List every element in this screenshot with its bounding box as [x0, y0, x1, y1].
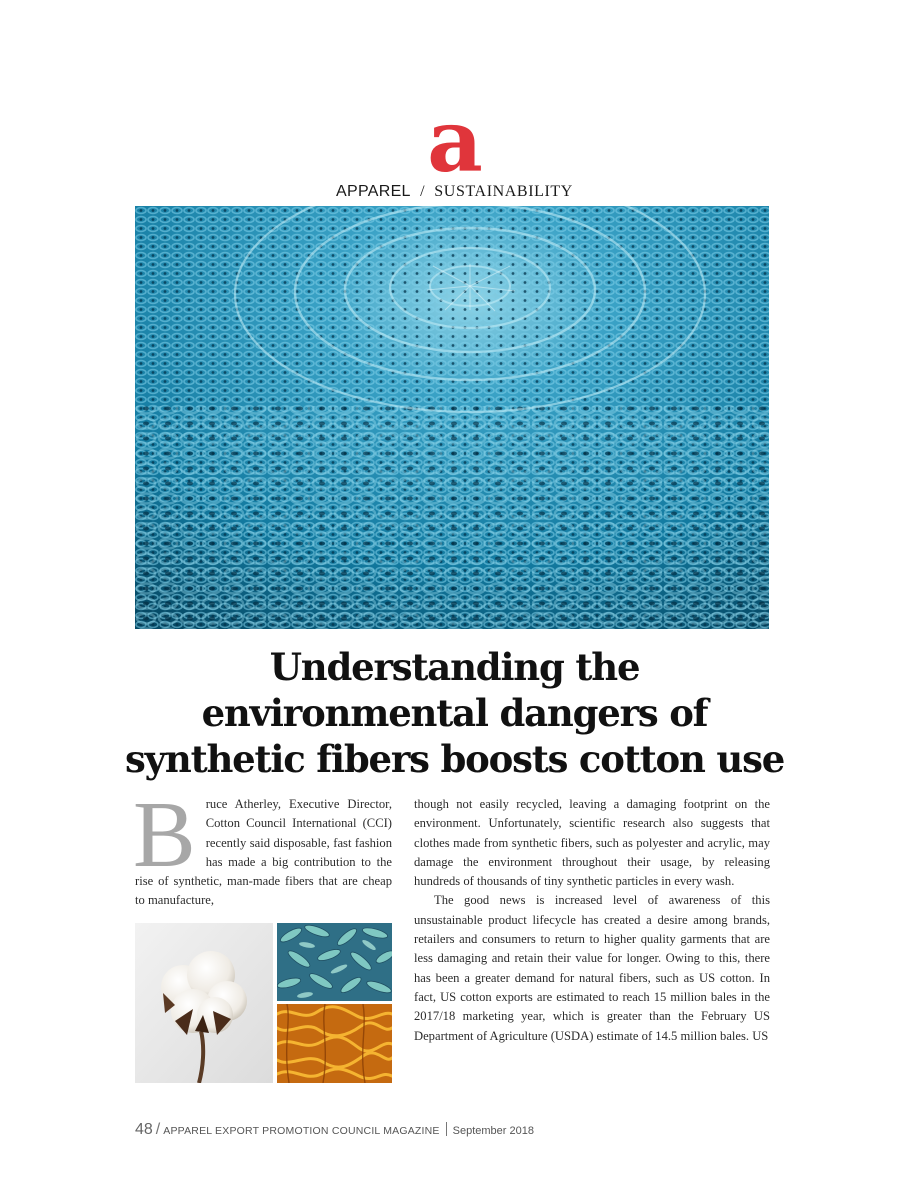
magazine-logo — [420, 105, 490, 177]
synthetic-fiber-micrograph-blue — [277, 923, 392, 1001]
headline-line-2: environmental dangers of — [201, 691, 708, 735]
cotton-fiber-micrograph-orange — [277, 1004, 392, 1083]
hero-fabric-image — [135, 206, 769, 629]
section-separator: / — [420, 183, 425, 200]
section-label: APPAREL — [336, 183, 411, 200]
footer-divider — [446, 1122, 447, 1136]
footer-slash: / — [155, 1121, 161, 1138]
headline-line-1: Understanding the — [269, 645, 640, 689]
article-column-left — [133, 783, 392, 911]
article-paragraph-intro: ruce Atherley, Executive Director, Cotton Council International (CCI) recently said disposable, fast fashion has made a big contribution to the rise of synthetic, man-made fibers that are cheap to manufacture, — [135, 797, 392, 908]
issue-date: September 2018 — [452, 1125, 534, 1137]
page-number: 48 — [135, 1121, 153, 1138]
headline-line-3: synthetic fibers boosts cotton use — [124, 737, 785, 781]
drop-cap: B — [133, 783, 196, 887]
logo-letter: a — [427, 105, 483, 177]
section-header — [0, 181, 909, 201]
section-sublabel: SUSTAINABILITY — [434, 183, 573, 200]
article-paragraph-2: The good news is increased level of awareness of this unsustainable product lifecycle has created a desire among brands, retailers and consumers to return to higher quality garments that are less damaging and retain their value for longer. Owing to this, there has been a greater demand for natural fibers, such as US cotton. In fact, US cotton exports are estimated to reach 15 million bales in the 2017/18 marketing year, which is greater than the February US Department of Agriculture (USDA) estimate of 14.5 million bales. US — [414, 893, 770, 1043]
publication-name: APPAREL EXPORT PROMOTION COUNCIL MAGAZINE — [163, 1125, 440, 1137]
article-column-right — [414, 795, 770, 1046]
article-paragraph-1: though not easily recycled, leaving a damaging footprint on the environment. Unfortunately, scientific research also suggests that clothes made from synthetic fibers, such as polyester and acrylic, may damage the environment throughout their usage, by releasing hundreds of thousands of tiny synthetic particles in every wash. — [414, 797, 770, 889]
cotton-boll-image — [135, 923, 273, 1083]
article-headline — [110, 644, 799, 782]
page-footer — [135, 1121, 534, 1139]
